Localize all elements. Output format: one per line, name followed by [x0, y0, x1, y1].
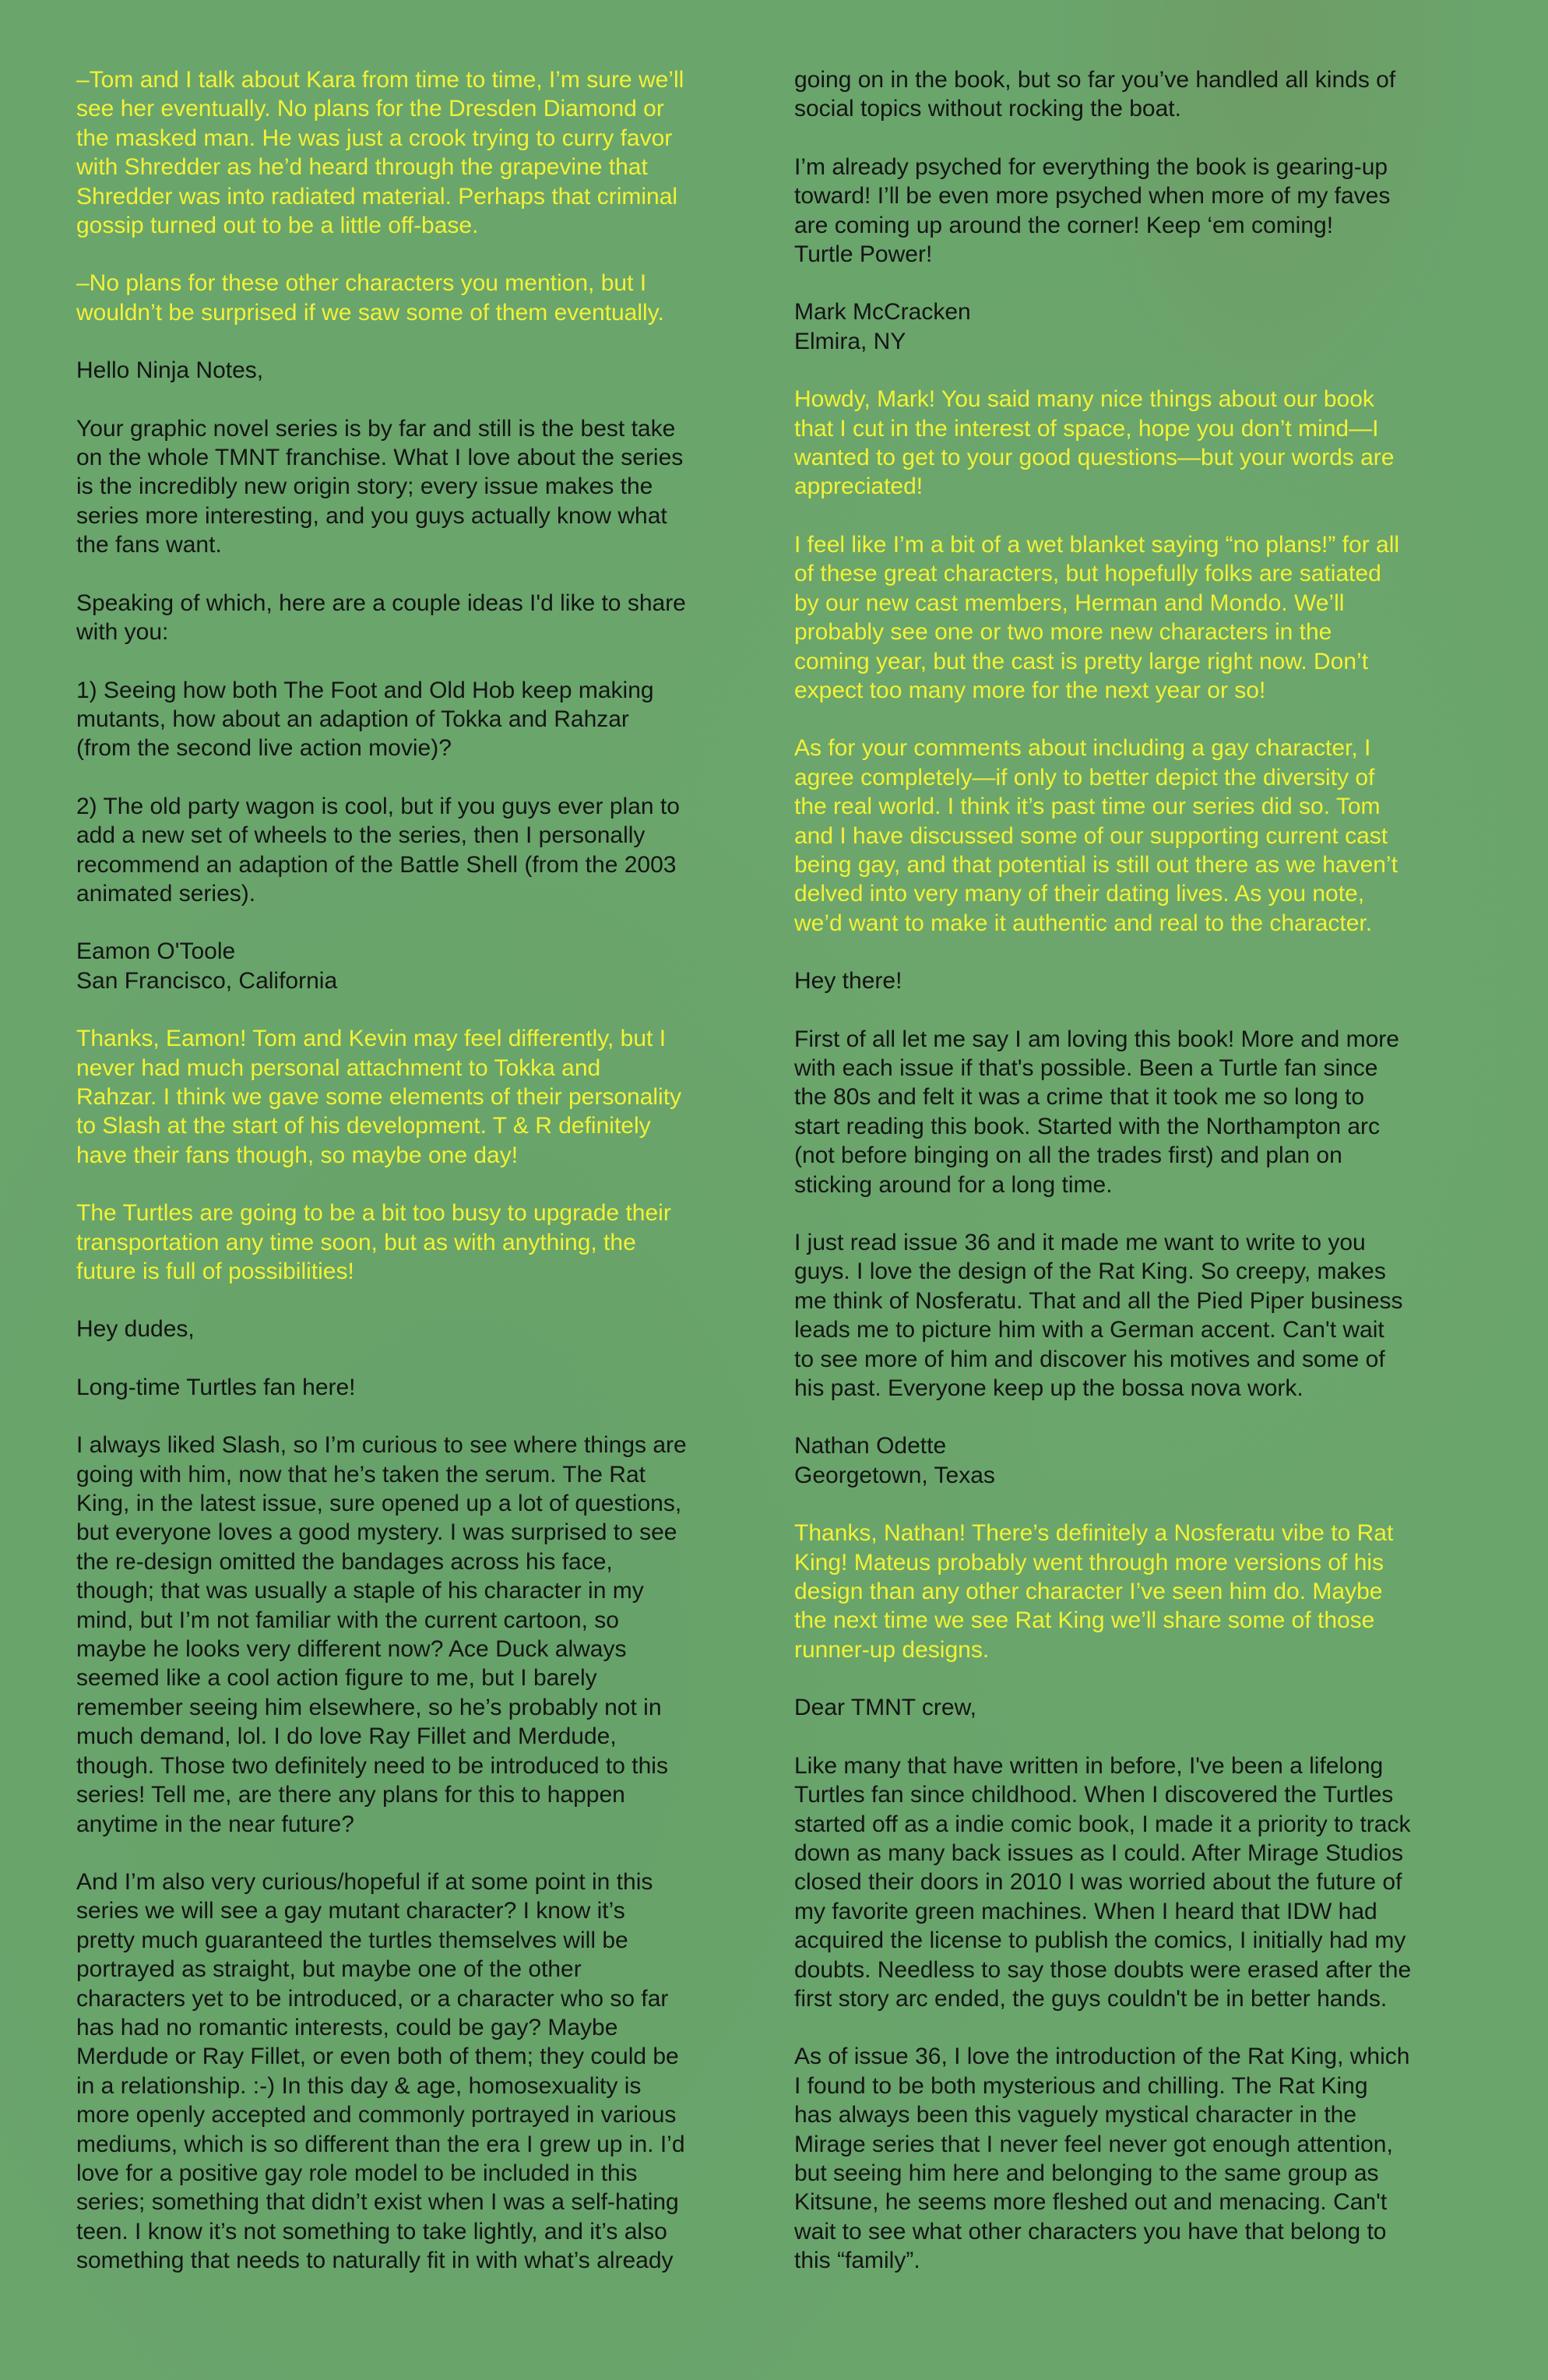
letter-paragraph: Your graphic novel series is by far and still is the best take on the whole TMNT franchise. What I love about the series is the incredibly new origin story; every issue makes the series more interesting, and you guys actually know what the fans want. [76, 415, 684, 558]
letter-paragraph: going on in the book, but so far you’ve handled all kinds of social topics without rocking the boat. [794, 67, 1396, 122]
letter-greeting: Hello Ninja Notes, [76, 357, 264, 384]
letter-paragraph: I just read issue 36 and it made me want to write to you guys. I love the design of the Rat King. So creepy, makes me think of Nosferatu. That and all the Pied Piper business leads me to picture him with a German accent. Can't wait to see more of him and discover his motives and some of his past. Everyone keep up the bossa nova work. [794, 1230, 1403, 1402]
letter-paragraph: And I’m also very curious/hopeful if at some point in this series we will see a gay mutant character? I know it’s pretty much guaranteed the turtles themselves will be portrayed as straight, but maybe one of the other characters yet to be introduced, or a character who so far has had no romantic interests, could be gay? Maybe Merdude or Ray Fillet, or even both of them; they could be in a relationship. :-) In this day & age, homosexuality is more openly accepted and commonly portrayed in various mediums, which is so different than the era I grew up in. I’d love for a positive gay role model to be included in this series; something that didn’t exist when I was a self-hating teen. I know it’s not something to take lightly, and it’s also something that needs to naturally fit in with what’s already [76, 1868, 685, 2274]
reply-paragraph: I feel like I’m a bit of a wet blanket saying “no plans!” for all of these great characters, but hopefully folks are satiated by our new cast members, Herman and Mondo. We’ll probably see one or two more new characters in the coming year, but the cast is pretty large right now. Don’t expect too many more for the next year or so! [794, 531, 1400, 703]
letter-paragraph: Like many that have written in before, I've been a lifelong Turtles fan since childhood. When I discovered the Turtles started off as a indie comic book, I made it a priority to track down as many back issues as I could. After Mirage Studios closed their doors in 2010 I was worried about the future of my favorite green machines. When I heard that IDW had acquired the license to publish the comics, I initially had my doubts. Needless to say those doubts were erased after the first story arc ended, the guys couldn't be in better hands. [794, 1752, 1412, 2012]
letter-signature: Eamon O'Toole San Francisco, California [76, 938, 338, 994]
letter-greeting: Hey dudes, [76, 1316, 195, 1343]
letter-paragraph: I’m already psyched for everything the book is gearing-up toward! I’ll be even more psyched when more of my faves are coming up around the corner! Keep ‘em coming! Turtle Power! [794, 153, 1391, 268]
letter-paragraph: Long-time Turtles fan here! [76, 1374, 356, 1400]
letter-signature: Nathan Odette Georgetown, Texas [794, 1433, 995, 1488]
letter-paragraph: 2) The old party wagon is cool, but if you guys ever plan to add a new set of wheels to the series, then I personally recommend an adaption of the Battle Shell (from the 2003 animated series). [76, 793, 680, 907]
reply-paragraph: –No plans for these other characters you mention, but I wouldn’t be surprised if we saw some of them eventually. [76, 270, 664, 326]
left-column [76, 65, 768, 2304]
letter-paragraph: 1) Seeing how both The Foot and Old Hob keep making mutants, how about an adaption of Tokka and Rahzar (from the second live action movie)? [76, 677, 654, 762]
letter-paragraph: First of all let me say I am loving this book! More and more with each issue if that's possible. Been a Turtle fan since the 80s and felt it was a crime that it took me so long to start reading this book. Started with the Northampton arc (not before binging on all the trades first) and plan on sticking around for a long time. [794, 1026, 1399, 1198]
letter-greeting: Hey there! [794, 968, 902, 995]
reply-paragraph: Howdy, Mark! You said many nice things about our book that I cut in the interest of space, hope you don’t mind—I wanted to get to your good questions—but your words are appreciated! [794, 386, 1395, 500]
letter-paragraph: As of issue 36, I love the introduction of the Rat King, which I found to be both mysterious and chilling. The Rat King has always been this vaguely mystical character in the Mirage series that I never feel never got enough attention, but seeing him here and belonging to the same group as Kitsune, he seems more fleshed out and menacing. Can't wait to see what other characters you have that belong to this “family”. [794, 2044, 1410, 2274]
letter-paragraph: Speaking of which, here are a couple ideas I'd like to share with you: [76, 590, 686, 646]
letter-signature: Mark McCracken Elmira, NY [794, 299, 971, 354]
reply-paragraph: Thanks, Eamon! Tom and Kevin may feel differently, but I never had much personal attachment to Tokka and Rahzar. I think we gave some elements of their personality to Slash at the start of his development. T & R definitely have their fans though, so maybe one day! [76, 1026, 682, 1168]
letter-paragraph: I always liked Slash, so I’m curious to see where things are going with him, now that he’s taken the serum. The Rat King, in the latest issue, sure opened up a lot of questions, but everyone loves a good mystery. I was surprised to see the re-design omitted the bandages across his face, though; that was usually a staple of his character in my mind, but I’m not familiar with the current cartoon, so maybe he looks very different now? Ace Duck always seemed like a cool action figure to me, but I barely remember seeing him elsewhere, so he’s probably not in much demand, lol. I do love Ray Fillet and Merdude, though. Those two definitely need to be introduced to this series! Tell me, are there any plans for this to happen anytime in the near future? [76, 1432, 687, 1837]
letter-greeting: Dear TMNT crew, [794, 1695, 976, 1721]
reply-paragraph: Thanks, Nathan! There’s definitely a Nosferatu vibe to Rat King! Mateus probably went through more versions of his design than any other character I’ve seen him do. Maybe the next time we see Rat King we’ll share some of those runner-up designs. [794, 1520, 1394, 1663]
reply-paragraph: As for your comments about including a gay character, I agree completely—if only to better depict the diversity of the real world. I think it’s past time our series did so. Tom and I have discussed some of our supporting current cast being gay, and that potential is still out there as we haven’t delved into very many of their dating lives. As you note, we’d want to make it authentic and real to the character. [794, 735, 1398, 936]
reply-paragraph: The Turtles are going to be a bit too busy to upgrade their transportation any time soon, but as with anything, the future is full of possibilities! [76, 1200, 671, 1284]
right-column [794, 65, 1486, 2304]
reply-paragraph: –Tom and I talk about Kara from time to time, I’m sure we’ll see her eventually. No plans for the Dresden Diamond or the masked man. He was just a crook trying to curry favor with Shredder as he’d heard through the grapevine that Shredder was into radiated material. Perhaps that criminal gossip turned out to be a little off-base. [76, 67, 684, 239]
